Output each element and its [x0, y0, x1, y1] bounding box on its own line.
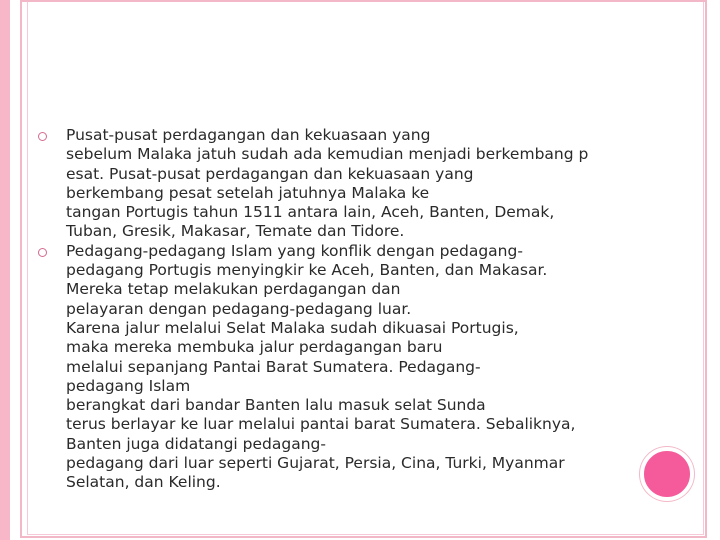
text-line: tangan Portugis tahun 1511 antara lain, Aceh, Banten, Demak,	[66, 203, 555, 222]
left-accent-stripe	[0, 0, 10, 540]
bullet-list	[38, 126, 618, 493]
text-line: pedagang Islam	[66, 376, 191, 395]
text-line: sebelum Malaka jatuh sudah ada kemudian menjadi berkembang p	[66, 145, 589, 164]
text-line: melalui sepanjang Pantai Barat Sumatera. Pedagang-	[66, 357, 481, 376]
text-line: Pedagang-pedagang Islam yang konflik dengan pedagang-	[66, 241, 523, 260]
text-line: Pusat-pusat perdagangan dan kekuasaan yang	[66, 126, 431, 144]
text-line: berkembang pesat setelah jatuhnya Malaka ke	[66, 183, 430, 202]
bullet-marker-icon	[38, 248, 47, 257]
text-line: pedagang Portugis menyingkir ke Aceh, Banten, dan Makasar.	[66, 261, 548, 280]
text-line: Mereka tetap melakukan perdagangan dan	[66, 280, 401, 299]
text-line: berangkat dari bandar Banten lalu masuk selat Sunda	[66, 396, 486, 415]
text-line: maka mereka membuka jalur perdagangan baru	[66, 338, 443, 357]
decorative-circle	[640, 447, 694, 501]
bullet-item	[38, 126, 618, 242]
text-line: Selatan, dan Keling.	[66, 473, 221, 492]
text-line: pelayaran dengan pedagang-pedagang luar.	[66, 299, 412, 318]
text-line: Tuban, Gresik, Makasar, Temate dan Tidore.	[66, 222, 405, 241]
text-line: esat. Pusat-pusat perdagangan dan kekuasaan yang	[66, 164, 474, 183]
bullet-marker-icon	[38, 132, 47, 141]
text-line: pedagang dari luar seperti Gujarat, Persia, Cina, Turki, Myanmar	[66, 454, 565, 473]
text-line: Banten juga didatangi pedagang-	[66, 434, 326, 453]
text-line: Karena jalur melalui Selat Malaka sudah dikuasai Portugis,	[66, 318, 519, 337]
text-line: terus berlayar ke luar melalui pantai barat Sumatera. Sebaliknya,	[66, 415, 576, 434]
bullet-item	[38, 242, 618, 493]
